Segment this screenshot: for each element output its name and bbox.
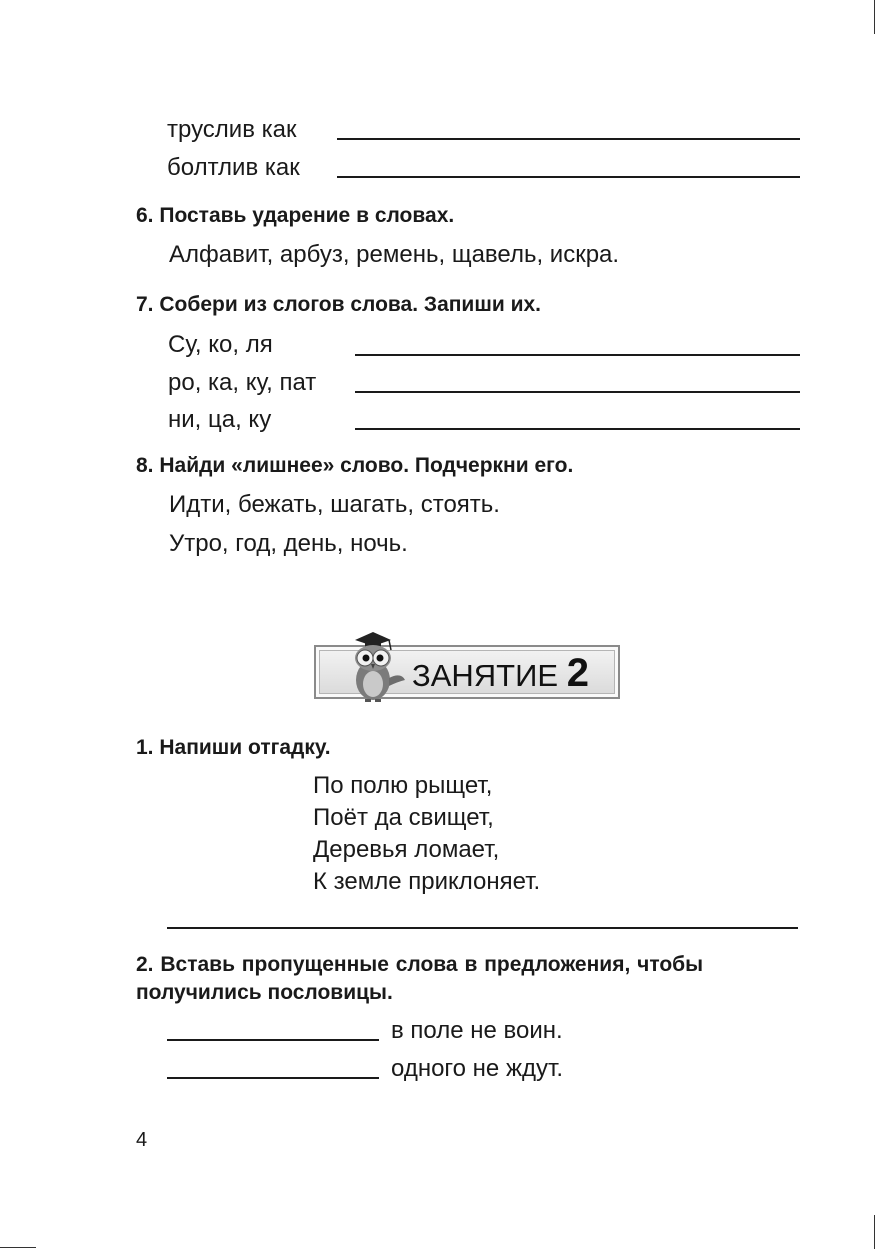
proverb-1-text: в поле не воин. [391,1017,563,1044]
task-8-line-2: Утро, год, день, ночь. [169,530,408,557]
task-7-title: 7. Собери из слогов слова. Запиши их. [136,293,542,316]
crop-mark-top-right [874,0,875,34]
riddle-line-4: К земле приклоняет. [313,868,541,895]
proverb-2-text: одного не ждут. [391,1055,563,1082]
task-6-text: Алфавит, арбуз, ремень, щавель, искра. [169,241,620,268]
crop-mark-bottom-left [0,1247,36,1248]
lesson2-task-2-title-line-2: получились пословицы. [136,981,393,1004]
blank-line [167,1039,379,1041]
comparison-label-1: труслив как [167,116,297,143]
task-6-title: 6. Поставь ударение в словах. [136,204,455,227]
comparison-label-2: болтлив как [167,154,300,181]
answer-line [355,428,800,430]
owl-icon [345,628,407,704]
task-8-line-1: Идти, бежать, шагать, стоять. [169,491,500,518]
lesson-title-text: ЗАНЯТИЕ [412,658,559,693]
lesson2-task-2-title-line-1: 2. Вставь пропущенные слова в предложения, чтобы [136,953,704,976]
lesson-title [412,653,589,696]
syllables-row-3: ни, ца, ку [168,406,272,433]
crop-mark-bottom-right [874,1215,875,1249]
task-8-title: 8. Найди «лишнее» слово. Подчеркни его. [136,454,574,477]
answer-line [337,176,800,178]
syllables-row-2: ро, ка, ку, пат [168,369,317,396]
lesson-number: 2 [566,651,589,695]
answer-line [355,354,800,356]
answer-line [337,138,800,140]
riddle-line-2: Поёт да свищет, [313,804,494,831]
blank-line [167,1077,379,1079]
riddle-line-1: По полю рыщет, [313,772,493,799]
syllables-row-1: Су, ко, ля [168,331,273,358]
answer-line [167,927,798,929]
riddle-line-3: Деревья ломает, [313,836,500,863]
page-number: 4 [136,1129,148,1151]
lesson2-task-1-title: 1. Напиши отгадку. [136,736,331,759]
answer-line [355,391,800,393]
